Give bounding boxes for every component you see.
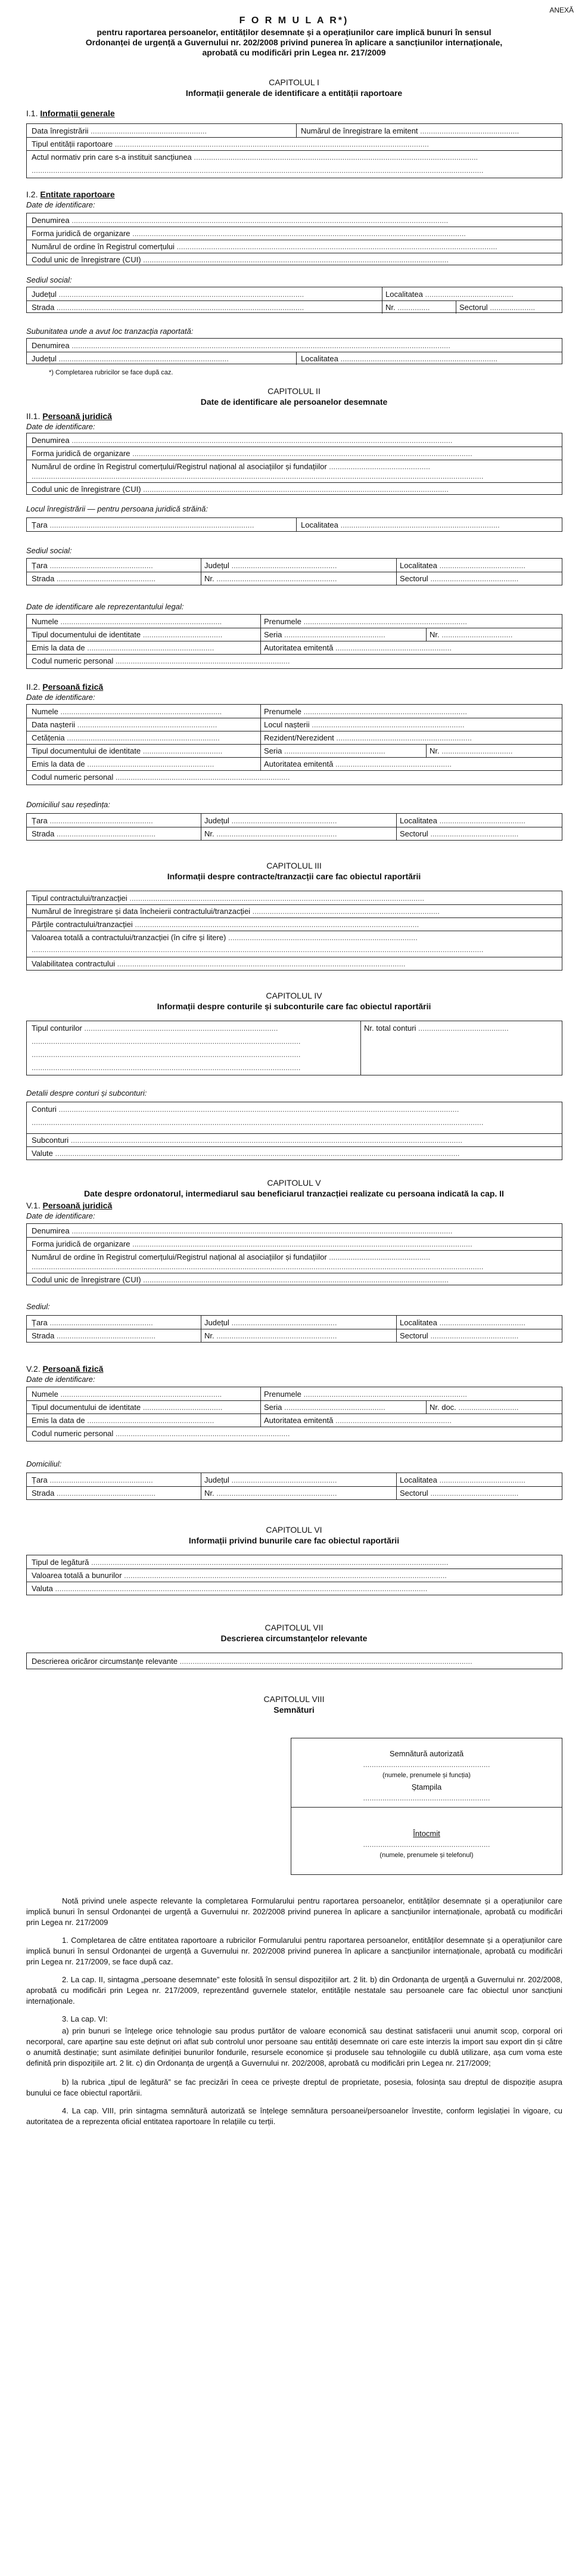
- ii2-domicile-label: Domiciliul sau reședința:: [26, 800, 110, 809]
- form-subtitle-2: Ordonanței de urgență a Guvernului nr. 202/2008 privind punerea în aplicare a sancțiunilor internaționale,: [85, 38, 503, 47]
- v2-id-type-field[interactable]: Tipul documentului de identitate .....................................: [32, 1403, 223, 1412]
- contract-type-field[interactable]: Tipul contractului/tranzacției .........................................................................................................................................: [32, 894, 425, 903]
- prepared-by-label: Întocmit: [413, 1829, 440, 1838]
- v2-country-field[interactable]: Țara ................................................: [32, 1475, 153, 1484]
- form-subtitle-1: pentru raportarea persoanelor, entităților desemnate și a operațiunilor care implică bunuri în sensul: [97, 27, 491, 37]
- chapter-7-label: CAPITOLUL VII: [265, 1623, 323, 1632]
- signature-note: (numele, prenumele și funcția): [382, 1772, 471, 1779]
- circumstances-field[interactable]: Descrierea oricăror circumstanțe relevante ........................................................................................................................................: [32, 1657, 472, 1666]
- v2-doc-number-field[interactable]: Nr. doc. ............................: [430, 1403, 519, 1412]
- section-i2-heading: I.2. Entitate raportoare: [26, 190, 115, 199]
- cui-field[interactable]: Codul unic de înregistrare (CUI) ..............................................................................................................................................: [32, 255, 449, 264]
- ii1-street-field[interactable]: Strada ..............................................: [32, 574, 156, 583]
- v1-cui-field[interactable]: Codul unic de înregistrare (CUI) ..............................................................................................................................................: [32, 1275, 449, 1284]
- account-details-label: Detalii despre conturi și subconturi:: [26, 1089, 147, 1098]
- ii1-office-box: [26, 558, 562, 585]
- chapter-5-title: Date despre ordonatorul, intermediarul sau beneficiarul tranzacției realizate cu persoana indicată la cap. II: [84, 1189, 504, 1198]
- ii2-firstname-field[interactable]: Prenumele ............................................................................: [264, 707, 467, 716]
- contract-number-date-field[interactable]: Numărul de înregistrare și data încheierii contractului/tranzacției .......................................................................................: [32, 907, 440, 916]
- notes-intro: Notă privind unele aspecte relevante la completarea Formularului pentru raportarea persoanelor, entităților desemnate și a operațiunilor care implică bunuri în sensul Ordonanței de urgență a Guvernului nr. 202/2008 privind punerea în aplicare a sancțiunilor internaționale, aprobată cu modificări prin Legea nr. 217/2009: [26, 1896, 562, 1927]
- chapter-3-label: CAPITOLUL III: [266, 861, 322, 870]
- section-v1-heading: V.1. Persoană juridică: [26, 1201, 113, 1210]
- identification-data-label: Date de identificare:: [26, 200, 95, 209]
- footnote: *) Completarea rubricilor se face după caz.: [49, 369, 173, 376]
- ii2-sector-field[interactable]: Sectorul .........................................: [400, 829, 519, 838]
- total-accounts-field[interactable]: Nr. total conturi ..........................................: [364, 1024, 509, 1033]
- registration-number-field[interactable]: Numărul de înregistrare la emitent ..............................................: [301, 126, 519, 135]
- v1-name-field[interactable]: Denumirea .................................................................................................................................................................................: [32, 1226, 453, 1235]
- v2-series-field[interactable]: Seria ...............................................: [264, 1403, 385, 1412]
- sector-field[interactable]: Sectorul .....................: [459, 303, 536, 312]
- v2-street-field[interactable]: Strada ..............................................: [32, 1489, 156, 1498]
- v1-register-number-field[interactable]: Numărul de ordine în Registrul comerțului/Registrul național al asociațiilor și fundațiilor ...............................................: [32, 1253, 431, 1261]
- v1-street-field[interactable]: Strada ..............................................: [32, 1331, 156, 1340]
- general-info-box: Data înregistrării ...................................................... Numărul de înregistrare la emitent .............................................. Tipul entității raportoare .................................................................................................................................................. Actul normativ prin care s-a instituit sancțiunea .................................................................................................................................... ..................................................................................................................................................................................................................: [26, 123, 562, 178]
- note-4: 4. La cap. VIII, prin sintagma semnătură autorizată se înțelege semnătura persoanei/persoanelor învestite, conform legislației în vigoare, cu autoritatea de a reprezenta oficial entitatea raportoare în relațiile cu terții.: [26, 2106, 562, 2126]
- designated-natural-person-box: [26, 704, 562, 785]
- chapter-4-title: Informații despre conturile și subconturile care fac obiectul raportării: [157, 1002, 431, 1011]
- ii2-country-field[interactable]: Țara ................................................: [32, 816, 153, 825]
- v1-legal-form-field[interactable]: Forma juridică de organizare ..............................................................................................................................................................: [32, 1239, 472, 1248]
- ii2-issue-date-field[interactable]: Emis la data de ...........................................................: [32, 760, 214, 768]
- legal-rep-label: Date de identificare ale reprezentantului legal:: [26, 602, 184, 611]
- v1-office-box: [26, 1315, 562, 1343]
- trade-register-number-field[interactable]: Numărul de ordine în Registrul comerțului .....................................................................................................................................................: [32, 242, 497, 251]
- ii2-citizenship-field[interactable]: Cetățenia .......................................................................: [32, 733, 220, 742]
- section-ii1-heading: II.1. Persoană juridică: [26, 411, 112, 421]
- v2-cnp-field[interactable]: Codul numeric personal .................................................................................: [32, 1429, 290, 1438]
- foreign-registration-box: [26, 517, 562, 532]
- ii2-surname-field[interactable]: Numele ...........................................................................: [32, 707, 222, 716]
- v1-office-label: Sediul:: [26, 1302, 50, 1311]
- entity-name-field[interactable]: Denumirea ...............................................................................................................................................................................: [32, 216, 449, 225]
- ii2-identification-label: Date de identificare:: [26, 693, 95, 702]
- v1-county-field[interactable]: Județul .................................................: [204, 1318, 337, 1327]
- v2-nr-field[interactable]: Nr. ........................................................: [204, 1489, 337, 1498]
- contract-validity-field[interactable]: Valabilitatea contractului ......................................................................................................................................: [32, 959, 406, 968]
- subaccounts-field[interactable]: Subconturi ......................................................................................................................................................................................: [32, 1136, 463, 1145]
- rep-authority-field[interactable]: Autoritatea emitentă ......................................................: [264, 643, 452, 652]
- registered-office-label: Sediul social:: [26, 275, 72, 284]
- contract-parties-field[interactable]: Părțile contractului/tranzacției ....................................................................................................................................: [32, 920, 419, 929]
- rep-series-field[interactable]: Seria ...............................................: [264, 630, 385, 639]
- v2-locality-field[interactable]: Localitatea ........................................: [400, 1475, 525, 1484]
- rep-number-field[interactable]: Nr. .................................: [430, 630, 513, 639]
- circumstances-box: [26, 1653, 562, 1669]
- chapter-2-title: Date de identificare ale persoanelor desemnate: [200, 397, 388, 407]
- ii2-locality-field[interactable]: Localitatea ........................................: [400, 816, 525, 825]
- chapter-5-label: CAPITOLUL V: [267, 1178, 321, 1188]
- contract-value-field[interactable]: Valoarea totală a contractului/tranzacției (în cifre și litere) ........................................................................................: [32, 933, 418, 942]
- stamp-label: Ștampila: [411, 1783, 442, 1791]
- v1-nr-field[interactable]: Nr. ........................................................: [204, 1331, 337, 1340]
- ii1-county-field[interactable]: Județul .................................................: [204, 561, 337, 570]
- ii2-resident-field[interactable]: Rezident/Nerezident ...............................................................: [264, 733, 472, 742]
- foreign-registration-label: Locul înregistrării — pentru persoana juridică străină:: [26, 504, 208, 513]
- ii1-identification-label: Date de identificare:: [26, 422, 95, 431]
- ii1-foreign-locality-field[interactable]: Localitatea ..........................................................................: [301, 520, 500, 529]
- locality-field[interactable]: Localitatea .........................................: [385, 290, 514, 299]
- chapter-3-title: Informații despre contracte/tranzacții care fac obiectul raportării: [167, 872, 421, 881]
- ii2-county-field[interactable]: Județul .................................................: [204, 816, 337, 825]
- ii1-office-label: Sediul social:: [26, 546, 72, 555]
- subunit-box: [26, 338, 562, 364]
- v2-issue-date-field[interactable]: Emis la data de ...........................................................: [32, 1416, 214, 1425]
- v1-sector-field[interactable]: Sectorul .........................................: [400, 1331, 519, 1340]
- ii2-id-type-field[interactable]: Tipul documentului de identitate .....................................: [32, 746, 223, 755]
- number-field[interactable]: Nr. ...............: [385, 303, 430, 312]
- account-types-box: Tipul conturilor .......................................................................................... ............................................................................................................................. ............................................................................................................................. ............................................................................................................................. Nr. total conturi ..........................................: [26, 1021, 562, 1075]
- chapter-4-label: CAPITOLUL IV: [266, 991, 322, 1000]
- section-ii2-heading: II.2. Persoană fizică: [26, 682, 104, 692]
- v1-locality-field[interactable]: Localitatea ........................................: [400, 1318, 525, 1327]
- ii2-birth-date-field[interactable]: Data nașterii .................................................................: [32, 720, 217, 729]
- chapter-2-label: CAPITOLUL II: [267, 386, 321, 396]
- subunit-label: Subunitatea unde a avut loc tranzacția raportată:: [26, 327, 194, 336]
- ii1-number-field[interactable]: Nr. ........................................................: [204, 574, 337, 583]
- county-field[interactable]: Județul ..................................................................................................................: [32, 290, 304, 299]
- chapter-7-title: Descrierea circumstanțelor relevante: [220, 1633, 368, 1643]
- note-1: 1. Completarea de către entitatea raportoare a rubricilor Formularului pentru raportarea persoanelor, entităților desemnate și a operațiunilor care implică bunuri în sensul Ordonanței de urgență a Guvernului nr. 202/2008 privind punerea în aplicare a sancțiunilor internaționale, aprobată cu modificări prin Legea nr. 217/2009, se face după caz.: [26, 1936, 562, 1966]
- section-i1-heading: I.1. Informații generale: [26, 109, 115, 118]
- rep-firstname-field[interactable]: Prenumele ............................................................................: [264, 617, 467, 626]
- ii2-street-field[interactable]: Strada ..............................................: [32, 829, 156, 838]
- currencies-field[interactable]: Valute ............................................................................................................................................................................................: [32, 1149, 460, 1158]
- signatures-box: Semnătură autorizată ........................................................... (numele, prenumele și funcția) Ștampila ........................................................... Întocmit ........................................................... (numele, prenumele și telefonul): [291, 1738, 562, 1875]
- accounts-field[interactable]: Conturi ..........................................................................................................................................................................................: [32, 1105, 459, 1114]
- v2-firstname-field[interactable]: Prenumele ............................................................................: [264, 1390, 467, 1399]
- v1-country-field[interactable]: Țara ................................................: [32, 1318, 153, 1327]
- v1-identification-label: Date de identificare:: [26, 1211, 95, 1220]
- v2-county-field[interactable]: Județul .................................................: [204, 1475, 337, 1484]
- reporting-entity-box: [26, 213, 562, 265]
- ii1-locality-field[interactable]: Localitatea ........................................: [400, 561, 525, 570]
- legal-form-field[interactable]: Forma juridică de organizare ...........................................................................................................................................................: [32, 229, 466, 238]
- chapter-6-title: Informații privind bunurile care fac obiectul raportării: [188, 1536, 400, 1545]
- entity-type-field[interactable]: Tipul entității raportoare ..................................................................................................................................................: [32, 140, 430, 148]
- goods-total-value-field[interactable]: Valoarea totală a bunurilor ......................................................................................................................................................: [32, 1571, 447, 1580]
- ii2-domicile-box: [26, 813, 562, 841]
- normative-act-field[interactable]: Actul normativ prin care s-a instituit sancțiunea ....................................................................................................................................: [32, 153, 478, 162]
- chapter-1-label: CAPITOLUL I: [269, 78, 319, 87]
- rep-issue-date-field[interactable]: Emis la data de ...........................................................: [32, 643, 214, 652]
- legal-rep-box: [26, 614, 562, 669]
- annex-label: ANEXĂ: [549, 6, 574, 14]
- contracts-box: Tipul contractului/tranzacției ......................................................................................................................................... Numărul de înregistrare și data încheierii contractului/tranzacției ....................................................................................... Părțile contractului/tranzacției .................................................................................................................................... Valoarea totală a contractului/tranzacției (în cifre și litere) ........................................................................................ .................................................................................................................................................................................................................. Valabilitatea contractului ......................................................................................................................................: [26, 891, 562, 971]
- prepared-by-note: (numele, prenumele și telefonul): [379, 1852, 474, 1859]
- v2-surname-field[interactable]: Numele ...........................................................................: [32, 1390, 222, 1399]
- link-type-field[interactable]: Tipul de legătură ......................................................................................................................................................................: [32, 1558, 449, 1567]
- rep-id-type-field[interactable]: Tipul documentului de identitate .....................................: [32, 630, 223, 639]
- note-3a: a) prin bunuri se înțelege orice tehnologie sau produs purtător de valoare economică sau destinat satisfacerii unui anumit scop, corporal ori necorporal, care aparține sau este deținut ori aflat sub controlul unor persoane sau entități desemnate ori care este interzis la import sau export din și către o anumită destinație; sunt asimilate definiției bunurilor fondurile, resursele economice și produsele sau tehnologiile cu dublă utilizare, așa cum voma este definită prin dispozițiile art. 2 lit. c) din Ordonanța de urgență a Guvernului nr. 202/2008, aprobată cu modificări prin Legea nr. 217/2009;: [26, 2026, 562, 2067]
- signature-line[interactable]: ...........................................................: [363, 1793, 490, 1802]
- chapter-1-title: Informații generale de identificare a entității raportoare: [185, 88, 403, 98]
- ii1-name-field[interactable]: Denumirea .................................................................................................................................................................................: [32, 436, 453, 445]
- account-types-field[interactable]: Tipul conturilor ..........................................................................................: [32, 1024, 278, 1033]
- subunit-name-field[interactable]: Denumirea ................................................................................................................................................................................: [32, 341, 450, 350]
- authorized-signature-label: Semnătură autorizată: [389, 1749, 464, 1758]
- goods-currency-field[interactable]: Valuta .............................................................................................................................................................................: [32, 1584, 428, 1593]
- ii1-country-office-field[interactable]: Țara ................................................: [32, 561, 153, 570]
- designated-legal-person-box: Denumirea ................................................................................................................................................................................. Forma juridică de organizare .............................................................................................................................................................. Numărul de ordine în Registrul comerțului/Registrul național al asociațiilor și fundațiilor ............................................... .................................................................................................................................................................................................................. Codul unic de înregistrare (CUI) ..............................................................................................................................................: [26, 433, 562, 495]
- goods-box: [26, 1555, 562, 1595]
- subunit-locality-field[interactable]: Localitatea .........................................................................: [301, 354, 498, 363]
- note-3: 3. La cap. VI:: [62, 2014, 108, 2023]
- registered-office-box: [26, 287, 562, 313]
- section-v2-heading: V.2. Persoană fizică: [26, 1364, 104, 1374]
- v2-identification-label: Date de identificare:: [26, 1375, 95, 1384]
- form-subtitle-3: aprobată cu modificări prin Legea nr. 217/2009: [202, 48, 386, 57]
- form-title: F O R M U L A R*): [239, 16, 349, 26]
- ii1-legal-form-field[interactable]: Forma juridică de organizare ..............................................................................................................................................................: [32, 449, 472, 458]
- street-field[interactable]: Strada ...................................................................................................................: [32, 303, 304, 312]
- note-2: 2. La cap. II, sintagma „persoane desemnate” este folosită în sensul dispozițiilor art. 2 lit. b) din Ordonanța de urgență a Guvernului nr. 202/2008, aprobată cu modificări prin Legea nr. 217/2009, reprezentând guvernele statelor, entitățile nestatale sau persoanele care fac obiectul unor sancțiuni internaționale.: [26, 1975, 562, 2005]
- ii2-nr-field[interactable]: Nr. ........................................................: [204, 829, 337, 838]
- chapter-6-label: CAPITOLUL VI: [266, 1525, 322, 1535]
- account-details-box: Conturi .......................................................................................................................................................................................... .................................................................................................................................................................................................................. Subconturi ...................................................................................................................................................................................... Valute ............................................................................................................................................................................................: [26, 1102, 562, 1160]
- v1-legal-person-box: Denumirea ................................................................................................................................................................................. Forma juridică de organizare .............................................................................................................................................................. Numărul de ordine în Registrul comerțului/Registrul național al asociațiilor și fundațiilor ............................................... .................................................................................................................................................................................................................. Codul unic de înregistrare (CUI) ..............................................................................................................................................: [26, 1223, 562, 1285]
- ii2-number-field[interactable]: Nr. .................................: [430, 746, 513, 755]
- registration-date-field[interactable]: Data înregistrării ......................................................: [32, 126, 207, 135]
- ii2-series-field[interactable]: Seria ...............................................: [264, 746, 385, 755]
- subunit-county-field[interactable]: Județul ...............................................................................: [32, 354, 229, 363]
- ii2-cnp-field[interactable]: Codul numeric personal .................................................................................: [32, 773, 290, 782]
- v2-authority-field[interactable]: Autoritatea emitentă ......................................................: [264, 1416, 452, 1425]
- ii1-country-field[interactable]: Țara ...............................................................................................: [32, 520, 254, 529]
- ii2-birth-place-field[interactable]: Locul nașterii .......................................................................: [264, 720, 465, 729]
- rep-surname-field[interactable]: Numele ...........................................................................: [32, 617, 222, 626]
- ii1-register-number-field[interactable]: Numărul de ordine în Registrul comerțului/Registrul național al asociațiilor și fundațiilor ...............................................: [32, 462, 431, 471]
- rep-cnp-field[interactable]: Codul numeric personal .................................................................................: [32, 656, 290, 665]
- chapter-8-label: CAPITOLUL VIII: [263, 1694, 325, 1704]
- ii1-cui-field[interactable]: Codul unic de înregistrare (CUI) ..............................................................................................................................................: [32, 485, 449, 494]
- note-3b: b) la rubrica „tipul de legătură” se fac precizări în ceea ce privește dreptul de proprietate, posesia, folosința sau dreptul de dispoziție asupra bunului ce face obiectul raportării.: [26, 2078, 562, 2097]
- v2-domicile-box: [26, 1473, 562, 1500]
- ii2-authority-field[interactable]: Autoritatea emitentă ......................................................: [264, 760, 452, 768]
- v2-natural-person-box: [26, 1387, 562, 1442]
- v2-sector-field[interactable]: Sectorul .........................................: [400, 1489, 519, 1498]
- prepared-by-line[interactable]: ...........................................................: [363, 1840, 490, 1849]
- v2-domicile-label: Domiciliul:: [26, 1459, 62, 1468]
- chapter-8-title: Semnături: [273, 1705, 315, 1715]
- ii1-sector-field[interactable]: Sectorul .........................................: [400, 574, 519, 583]
